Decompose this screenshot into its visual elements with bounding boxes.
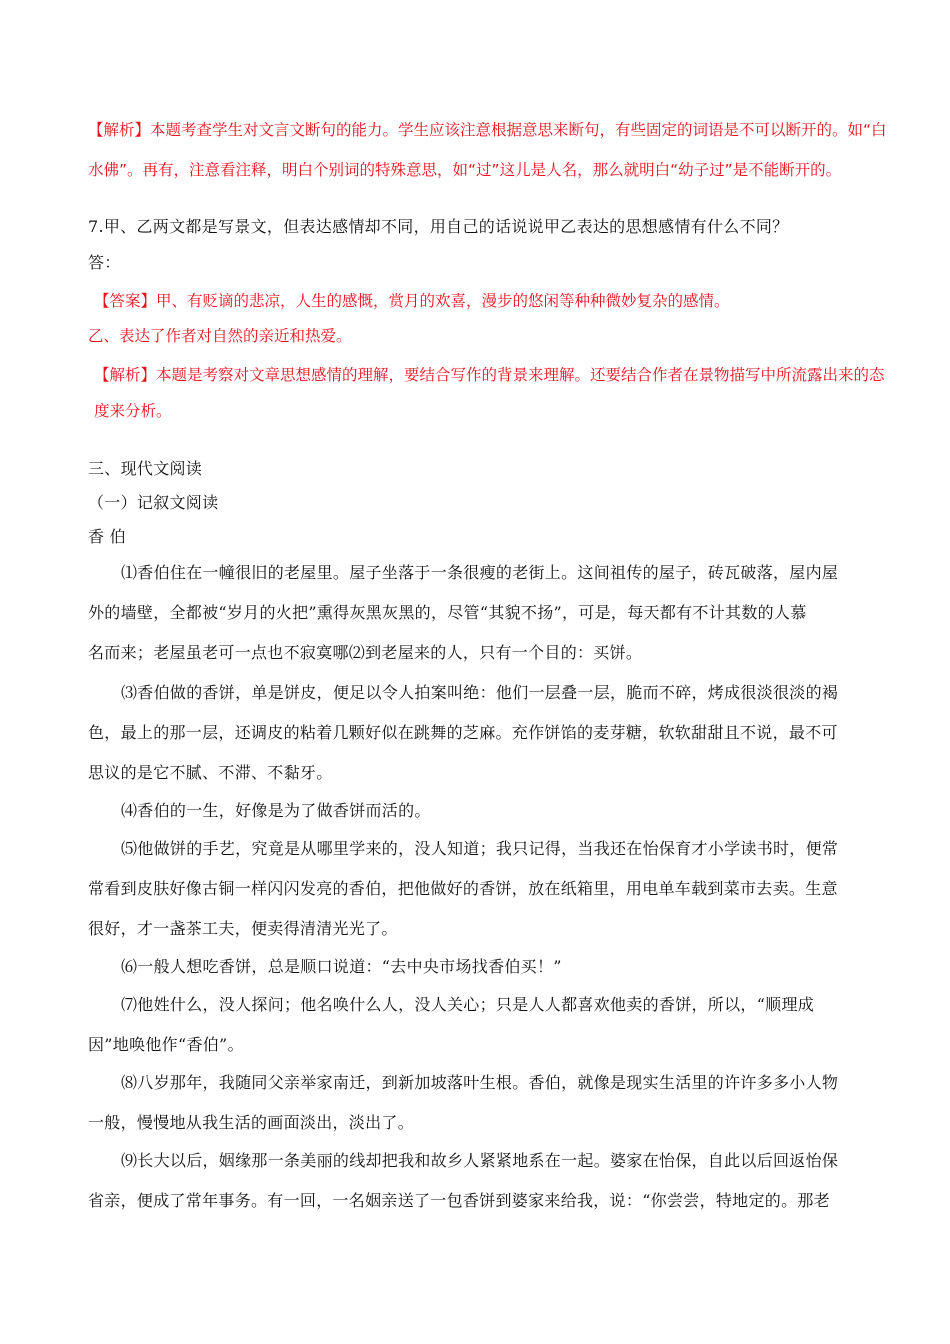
article-title: 香 伯 xyxy=(88,527,126,546)
paragraph-3-line-3: 思议的是它不腻、不滞、不黏牙。 xyxy=(88,763,333,782)
paragraph-1-line-2: 外的墙壁，全都被“岁月的火把”熏得灰黑灰黑的，尽管“其貌不扬”，可是，每天都有不计其数的人慕 xyxy=(88,603,807,622)
paragraph-3-line-2: 色，最上的那一层，还调皮的粘着几颗好似在跳舞的芝麻。充作饼馅的麦芽糖，软软甜甜且不说，最不可 xyxy=(88,723,838,742)
answer-tag: 【答案】 xyxy=(94,292,157,310)
answer-line-2: 乙、表达了作者对自然的亲近和热爱。 xyxy=(88,327,352,345)
paragraph-1-line-1: ⑴香伯住在一幢很旧的老屋里。屋子坐落于一条很瘦的老街上。这间祖传的屋子，砖瓦破落，屋内屋 xyxy=(121,563,839,582)
paragraph-9-line-1: ⑼长大以后，姻缘那一条美丽的线却把我和故乡人紧紧地系在一起。婆家在怡保，自此以后回返怡保 xyxy=(121,1151,839,1170)
analysis-text: 本题考查学生对文言文断句的能力。学生应该注意根据意思来断句，有些固定的词语是不可以断开的。如“白 xyxy=(150,121,887,139)
analysis-q7-line-1 xyxy=(94,365,885,385)
paragraph-7-line-1: ⑺他姓什么，没人探问；他名唤什么人，没人关心；只是人人都喜欢他卖的香饼，所以，“顺理成 xyxy=(121,995,815,1014)
analysis-tag: 【解析】 xyxy=(94,366,157,384)
paragraph-9-line-2: 省亲，便成了常年事务。有一回，一名姻亲送了一包香饼到婆家来给我，说：“你尝尝，特地定的。那老 xyxy=(88,1191,830,1210)
section-subheading: （一）记叙文阅读 xyxy=(88,493,219,512)
answer-label: 答： xyxy=(88,253,121,272)
paragraph-7-line-2: 因”地唤他作“香伯”。 xyxy=(88,1035,244,1054)
paragraph-5-line-2: 常看到皮肤好像古铜一样闪闪发亮的香伯，把他做好的香饼，放在纸箱里，用电单车载到菜市去卖。生意 xyxy=(88,879,838,898)
paragraph-8-line-2: 一般，慢慢地从我生活的画面淡出，淡出了。 xyxy=(88,1113,415,1132)
question-7-prompt: 7.甲、乙两文都是写景文，但表达感情却不同，用自己的话说说甲乙表达的思想感情有什么不同？ xyxy=(88,217,789,236)
analysis-q7-line-2: 度来分析。 xyxy=(94,402,172,420)
analysis-text: 本题是考察对文章思想感情的理解，要结合写作的背景来理解。还要结合作者在景物描写中所流露出来的态 xyxy=(156,366,885,384)
paragraph-8-line-1: ⑻八岁那年，我随同父亲举家南迁，到新加坡落叶生根。香伯，就像是现实生活里的许许多多小人物 xyxy=(121,1073,839,1092)
paragraph-1-line-3: 名而来；老屋虽老可一点也不寂寞哪⑵到老屋来的人，只有一个目的：买饼。 xyxy=(88,643,643,662)
analysis-tag: 【解析】 xyxy=(88,121,151,139)
analysis-q6-line-1 xyxy=(88,120,887,140)
paragraph-4-line-1: ⑷香伯的一生，好像是为了做香饼而活的。 xyxy=(121,801,431,820)
section-heading: 三、现代文阅读 xyxy=(88,459,203,478)
answer-line-1 xyxy=(94,291,730,311)
answer-text: 甲、有贬谪的悲凉，人生的感慨，赏月的欢喜，漫步的悠闲等种种微妙复杂的感情。 xyxy=(156,292,730,310)
paragraph-5-line-1: ⑸他做饼的手艺，究竟是从哪里学来的，没人知道；我只记得，当我还在怡保育才小学读书时，便常 xyxy=(121,839,839,858)
analysis-q6-line-2: 水佛”。再有，注意看注释，明白个别词的特殊意思，如“过”这儿是人名，那么就明白“幼子过”是不能断开的。 xyxy=(88,161,842,179)
paragraph-5-line-3: 很好，才一盏茶工夫，便卖得清清光光了。 xyxy=(88,919,398,938)
paragraph-6-line-1: ⑹一般人想吃香饼，总是顺口说道：“去中央市场找香伯买！” xyxy=(121,957,562,976)
paragraph-3-line-1: ⑶香伯做的香饼，单是饼皮，便足以令人拍案叫绝：他们一层叠一层，脆而不碎，烤成很淡很淡的褐 xyxy=(121,683,839,702)
